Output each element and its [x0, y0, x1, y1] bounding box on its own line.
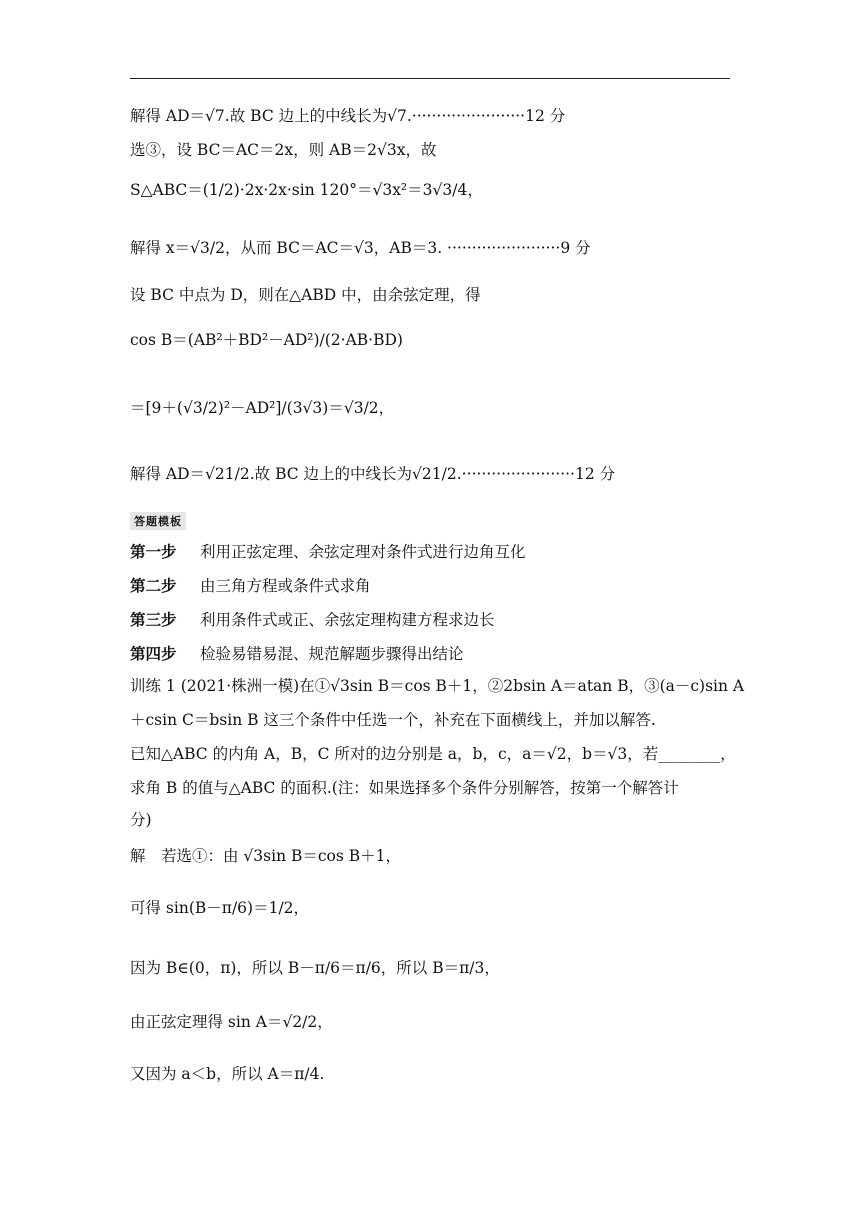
formula-line: cos B＝(AB²＋BD²－AD²)/(2·AB·BD) — [130, 331, 403, 349]
step-item — [130, 574, 371, 596]
text-line: 解得 AD＝√7.故 BC 边上的中线长为√7.·······················12 分 — [130, 107, 566, 125]
exercise-line: ＋csin C＝bsin B 这三个条件中任选一个，补充在下面横线上，并加以解答. — [130, 711, 656, 729]
step-label: 第四步 — [130, 645, 177, 663]
exercise-line: 已知△ABC 的内角 A，B，C 所对的边分别是 a，b，c，a＝√2，b＝√3，若________， — [130, 745, 736, 763]
solution-line: 由正弦定理得 sin A＝√2/2， — [130, 1013, 333, 1031]
step-item — [130, 608, 495, 630]
step-label: 第二步 — [130, 577, 177, 595]
text-line: 设 BC 中点为 D，则在△ABD 中，由余弦定理，得 — [130, 286, 481, 304]
header-rule — [130, 78, 730, 79]
formula-line: ＝[9＋(√3/2)²－AD²]/(3√3)＝√3/2， — [130, 399, 395, 417]
step-text: 由三角方程或条件式求角 — [200, 577, 371, 595]
exercise-line: 训练 1 (2021·株洲一模)在①√3sin B＝cos B＋1，②2bsin A＝atan B，③(a－c)sin A — [130, 677, 745, 695]
step-label: 第三步 — [130, 611, 177, 629]
step-item — [130, 540, 526, 562]
solution-line: 可得 sin(B－π/6)＝1/2， — [130, 899, 310, 917]
text-line: 解得 x＝√3/2，从而 BC＝AC＝√3，AB＝3. ·······················9 分 — [130, 239, 591, 257]
step-text: 检验易错易混、规范解题步骤得出结论 — [200, 645, 464, 663]
exercise-line: 求角 B 的值与△ABC 的面积.(注：如果选择多个条件分别解答，按第一个解答计 — [130, 779, 679, 797]
step-text: 利用正弦定理、余弦定理对条件式进行边角互化 — [200, 543, 526, 561]
text-line: S△ABC＝(1/2)·2x·2x·sin 120°＝√3x²＝3√3/4， — [130, 181, 483, 199]
solution-line: 解 若选①：由 √3sin B＝cos B＋1， — [130, 847, 402, 865]
template-tag: 答题模板 — [130, 512, 186, 530]
text-line: 选③，设 BC＝AC＝2x，则 AB＝2√3x，故 — [130, 141, 437, 159]
step-item — [130, 642, 464, 664]
step-text: 利用条件式或正、余弦定理构建方程求边长 — [200, 611, 495, 629]
solution-line: 因为 B∈(0，π)，所以 B－π/6＝π/6，所以 B＝π/3， — [130, 959, 500, 977]
text-line: 解得 AD＝√21/2.故 BC 边上的中线长为√21/2.·······················12 分 — [130, 465, 616, 483]
exercise-line: 分) — [130, 811, 152, 829]
solution-line: 又因为 a＜b，所以 A＝π/4. — [130, 1065, 325, 1083]
step-label: 第一步 — [130, 543, 177, 561]
